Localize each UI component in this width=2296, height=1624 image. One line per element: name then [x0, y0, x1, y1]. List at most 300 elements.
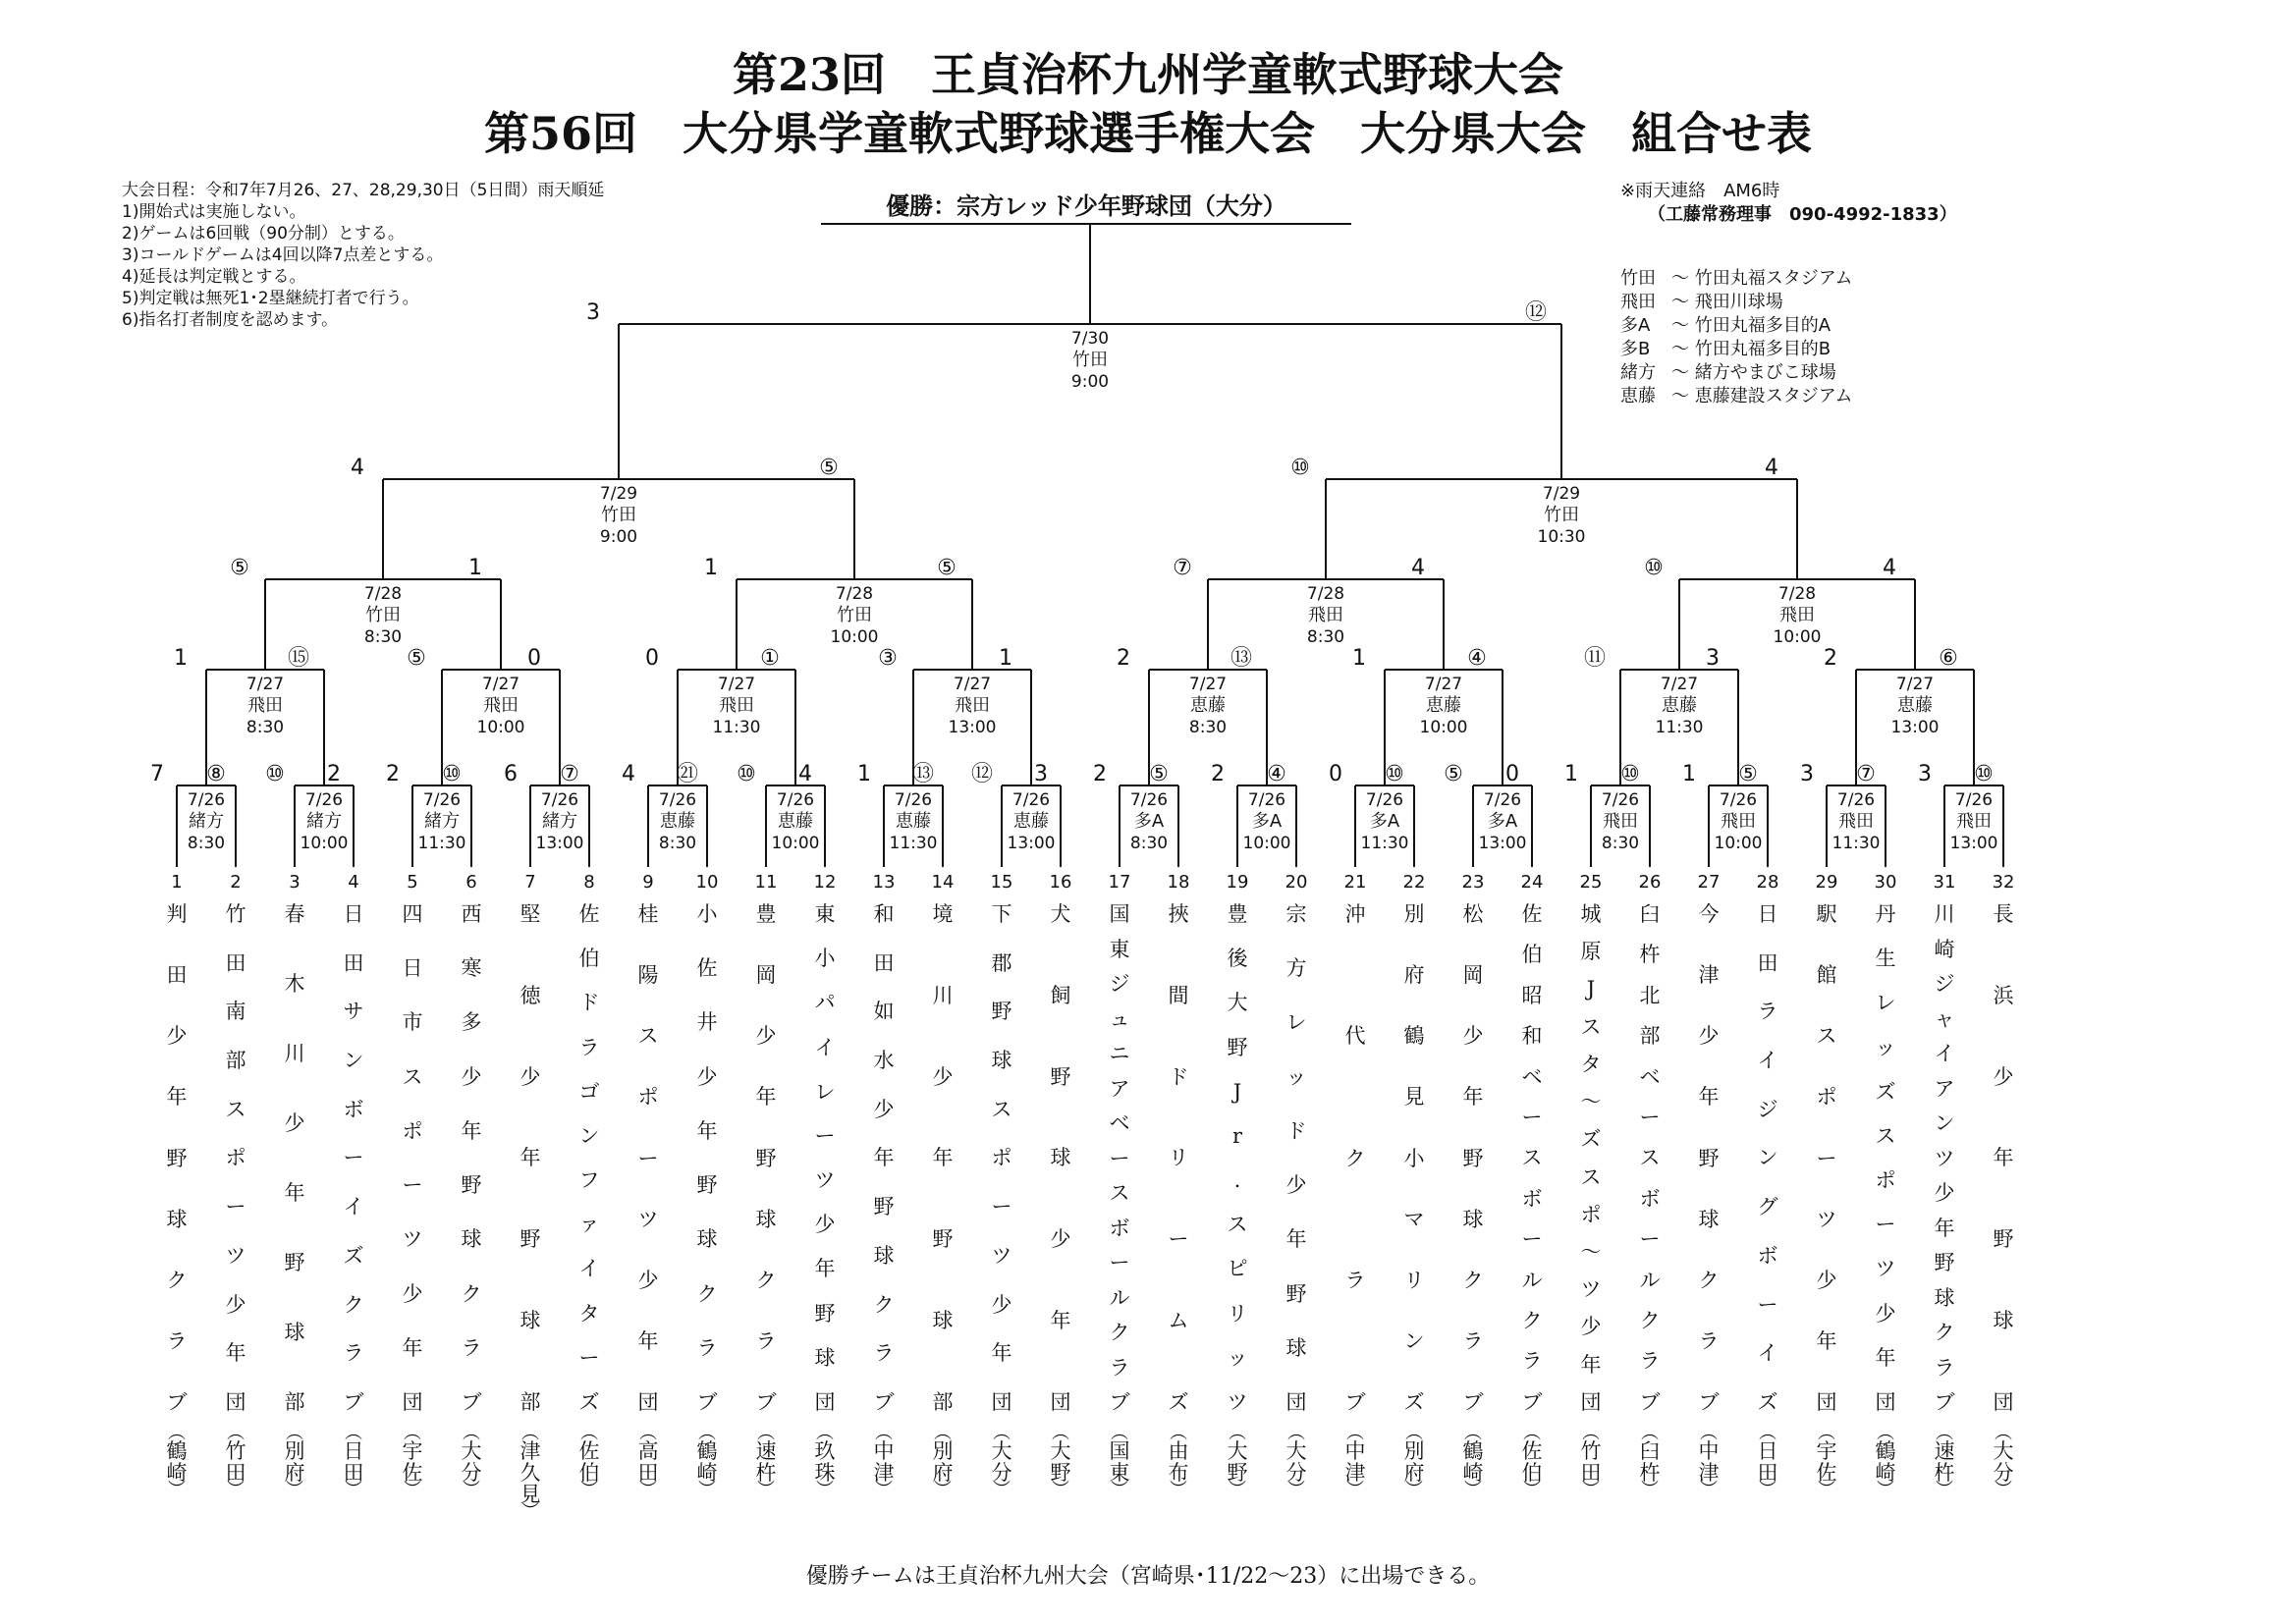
team-entry — [864, 902, 903, 1500]
team-number: 12 — [813, 872, 837, 893]
match-venue: 恵藤 — [1190, 695, 1226, 716]
team-number: 19 — [1226, 872, 1249, 893]
page-subtitle: 第56回 大分県学童軟式野球選手権大会 大分県大会 組合せ表 — [483, 107, 1812, 160]
team-city: ︵ 鶴 崎 ︶ — [166, 1423, 188, 1500]
left-score: ⑤ — [1444, 762, 1463, 786]
match-venue: 飛田 — [1956, 811, 1992, 832]
right-score: 0 — [527, 646, 541, 671]
venue-full: ～ 飛田川球場 — [1671, 292, 1783, 312]
team-entry — [1748, 902, 1787, 1500]
team-name: 挾 間 ド リ ー ム ズ — [1168, 902, 1189, 1414]
right-score: 4 — [1883, 556, 1896, 580]
match-time: 11:30 — [1831, 834, 1881, 853]
match-time: 8:30 — [363, 627, 403, 647]
match-time: 10:00 — [476, 718, 525, 737]
match-date: 7/26 — [1247, 790, 1286, 810]
match-venue: 飛田 — [955, 695, 990, 716]
right-score: 3 — [1706, 646, 1720, 671]
right-score: ⑬ — [911, 762, 935, 786]
match-date: 7/26 — [1011, 790, 1051, 810]
team-city: ︵ 宇 佐 ︶ — [402, 1423, 423, 1500]
left-score: 7 — [150, 762, 164, 786]
match-venue: 恵藤 — [1426, 695, 1461, 716]
team-name: 臼 杵 北 部 ベ ー ス ボ ー ル ク ラ ブ — [1639, 902, 1661, 1414]
team-entry — [1925, 902, 1964, 1500]
team-city: ︵ 臼 杵 ︶ — [1639, 1423, 1661, 1500]
left-score: 6 — [504, 762, 518, 786]
right-score: ⑧ — [206, 762, 226, 786]
team-city: ︵ 別 府 ︶ — [1403, 1423, 1425, 1500]
team-city: ︵ 大 分 ︶ — [991, 1423, 1012, 1500]
right-score: ⑩ — [1620, 762, 1640, 786]
right-score: 4 — [1411, 556, 1425, 580]
champion-label: 優勝：宗方レッド少年野球団（大分） — [886, 191, 1286, 220]
match-time: 10:00 — [1714, 834, 1763, 853]
match-venue: 飛田 — [719, 695, 754, 716]
match-date: 7/26 — [776, 790, 815, 810]
venue-abbr: 多B — [1620, 339, 1651, 359]
team-number: 7 — [524, 872, 536, 893]
right-score: ⑬ — [1230, 646, 1253, 671]
match-venue: 恵藤 — [1897, 695, 1933, 716]
team-city: ︵ 鶴 崎 ︶ — [696, 1423, 718, 1500]
right-score: 4 — [1765, 456, 1778, 480]
right-score: 1 — [999, 646, 1012, 671]
team-entry — [1866, 902, 1905, 1500]
team-name: 別 府 鶴 見 小 マ リ ン ズ — [1403, 902, 1425, 1414]
team-number: 3 — [289, 872, 301, 893]
right-score: ⑥ — [1939, 646, 1958, 671]
team-number: 15 — [990, 872, 1013, 893]
match-time: 13:00 — [1890, 718, 1940, 737]
match-time: 8:30 — [1188, 718, 1228, 737]
right-score: ⑤ — [1738, 762, 1758, 786]
left-score: ⑤ — [230, 556, 249, 580]
left-score: ⑩ — [1644, 556, 1664, 580]
match-time: 8:30 — [1306, 627, 1345, 647]
team-entry — [805, 902, 845, 1500]
match-time: 11:30 — [417, 834, 466, 853]
team-name: 丹 生 レ ッ ズ ス ポ ー ツ 少 年 団 — [1875, 902, 1896, 1414]
venue-full: ～ 恵藤建設スタジアム — [1671, 386, 1853, 406]
team-name: 西 寒 多 少 年 野 球 ク ラ ブ — [461, 902, 482, 1414]
team-name: 日 田 ラ イ ジ ン グ ボ ー イ ズ — [1757, 902, 1778, 1414]
match-time: 8:30 — [187, 834, 226, 853]
match-date: 7/27 — [1660, 675, 1699, 694]
team-city: ︵ 国 東 ︶ — [1109, 1423, 1130, 1500]
team-number: 17 — [1108, 872, 1131, 893]
page-title: 第23回 王貞治杯九州学童軟式野球大会 — [732, 48, 1563, 101]
left-score: 2 — [1824, 646, 1837, 671]
team-city: ︵ 中 津 ︶ — [1698, 1423, 1720, 1500]
team-city: ︵ 日 田 ︶ — [1757, 1423, 1778, 1500]
team-number: 26 — [1638, 872, 1662, 893]
team-name: 川 崎 ジ ャ イ ア ン ツ 少 年 野 球 ク ラ ブ — [1934, 902, 1955, 1414]
match-date: 7/29 — [1542, 484, 1581, 504]
team-city: ︵ 由 布 ︶ — [1168, 1423, 1189, 1500]
team-city: ︵ 玖 珠 ︶ — [814, 1423, 836, 1500]
match-date: 7/26 — [304, 790, 344, 810]
team-name: 豊 後 大 野 J r . ス ピ リ ッ ツ — [1227, 902, 1248, 1414]
right-score: 3 — [1034, 762, 1048, 786]
match-venue: 飛田 — [483, 695, 519, 716]
match-venue: 竹田 — [1072, 350, 1108, 370]
match-time: 13:00 — [1478, 834, 1527, 853]
match-venue: 恵藤 — [896, 811, 931, 832]
team-name: 四 日 市 ス ポ ー ツ 少 年 団 — [402, 902, 423, 1414]
match-venue: 多A — [1369, 811, 1400, 832]
match-time: 10:00 — [1419, 718, 1468, 737]
venue-abbr: 多A — [1620, 315, 1651, 336]
team-city: ︵ 鶴 崎 ︶ — [1462, 1423, 1484, 1500]
match-time: 11:30 — [1655, 718, 1704, 737]
team-entry — [1159, 902, 1198, 1500]
team-name: 駅 館 ス ポ ー ツ 少 年 団 — [1816, 902, 1837, 1414]
team-name: 城 原 J ス タ 〜 ズ ス ポ 〜 ツ 少 年 団 — [1580, 902, 1602, 1414]
left-score: 2 — [386, 762, 400, 786]
match-date: 7/27 — [246, 675, 285, 694]
team-number: 32 — [1992, 872, 2015, 893]
match-venue: 緒方 — [542, 811, 577, 832]
right-score: ④ — [1467, 646, 1487, 671]
team-entry — [687, 902, 727, 1500]
match-time: 8:30 — [246, 718, 285, 737]
right-score: 0 — [1505, 762, 1519, 786]
right-score: ⑮ — [287, 646, 310, 671]
left-score: ⑦ — [1173, 556, 1192, 580]
team-number: 6 — [465, 872, 477, 893]
team-number: 10 — [695, 872, 719, 893]
team-entry — [393, 902, 432, 1500]
right-score: ⑤ — [819, 456, 839, 480]
team-entry — [1689, 902, 1728, 1500]
match-venue: 恵藤 — [1013, 811, 1049, 832]
left-score: 2 — [1211, 762, 1225, 786]
team-city: ︵ 別 府 ︶ — [932, 1423, 954, 1500]
match-time: 13:00 — [535, 834, 584, 853]
team-entry — [1984, 902, 2023, 1500]
right-score: 2 — [327, 762, 341, 786]
team-city: ︵ 竹 田 ︶ — [225, 1423, 246, 1500]
match-venue: 飛田 — [247, 695, 283, 716]
team-city: ︵ 大 分 ︶ — [1285, 1423, 1307, 1500]
match-date: 7/28 — [835, 584, 874, 604]
match-time: 11:30 — [1360, 834, 1409, 853]
team-name: 東 小 パ イ レ ー ツ 少 年 野 球 団 — [814, 902, 836, 1414]
note-line: 3)コールドゲームは4回以降7点差とする。 — [122, 245, 444, 265]
right-score: ⑤ — [1149, 762, 1169, 786]
left-score: 1 — [1564, 762, 1578, 786]
match-venue: 恵藤 — [778, 811, 813, 832]
left-score: 4 — [351, 456, 364, 480]
team-name: 豊 岡 少 年 野 球 ク ラ ブ — [755, 902, 777, 1414]
match-venue: 飛田 — [1838, 811, 1874, 832]
match-date: 7/26 — [1836, 790, 1876, 810]
team-name: 竹 田 南 部 ス ポ ー ツ 少 年 団 — [225, 902, 246, 1414]
team-city: ︵ 速 杵 ︶ — [1934, 1423, 1955, 1500]
team-number: 13 — [872, 872, 896, 893]
match-date: 7/26 — [1365, 790, 1404, 810]
right-score: ⑩ — [442, 762, 462, 786]
venue-full: ～ 緒方やまびこ球場 — [1671, 362, 1836, 383]
team-number: 22 — [1402, 872, 1426, 893]
match-venue: 飛田 — [1603, 811, 1638, 832]
right-score: ⑩ — [1974, 762, 1994, 786]
match-time: 13:00 — [1007, 834, 1056, 853]
team-name: 小 佐 井 少 年 野 球 ク ラ ブ — [696, 902, 718, 1414]
team-entry — [334, 902, 373, 1500]
match-date: 7/27 — [1188, 675, 1228, 694]
team-number: 27 — [1697, 872, 1721, 893]
venue-full: ～ 竹田丸福多目的B — [1671, 339, 1831, 359]
footer-note: 優勝チームは王貞治杯九州大会（宮崎県･11/22～23）に出場できる。 — [805, 1564, 1491, 1589]
team-entry — [1218, 902, 1257, 1500]
team-number: 29 — [1815, 872, 1838, 893]
team-city: ︵ 竹 田 ︶ — [1580, 1423, 1602, 1500]
match-date: 7/27 — [1895, 675, 1935, 694]
match-venue: 緒方 — [424, 811, 460, 832]
match-time: 10:00 — [1773, 627, 1822, 647]
team-entry — [157, 902, 196, 1500]
venue-full: ～ 竹田丸福スタジアム — [1671, 268, 1853, 289]
team-city: ︵ 別 府 ︶ — [284, 1423, 305, 1500]
team-city: ︵ 大 分 ︶ — [461, 1423, 482, 1500]
match-venue: 多A — [1251, 811, 1283, 832]
team-number: 4 — [348, 872, 359, 893]
team-name: 和 田 如 水 少 年 野 球 ク ラ ブ — [873, 902, 895, 1414]
team-number: 25 — [1579, 872, 1603, 893]
team-number: 8 — [583, 872, 595, 893]
left-score: 2 — [1093, 762, 1107, 786]
team-name: 宗 方 レ ッ ド 少 年 野 球 団 — [1285, 902, 1307, 1414]
left-score: ⑫ — [970, 762, 994, 786]
match-time: 10:00 — [771, 834, 820, 853]
team-entry — [1630, 902, 1669, 1500]
team-entry — [1041, 902, 1080, 1500]
team-entry — [629, 902, 668, 1500]
match-time: 10:30 — [1537, 527, 1586, 547]
match-date: 7/26 — [1601, 790, 1640, 810]
team-number: 30 — [1874, 872, 1897, 893]
match-time: 11:30 — [889, 834, 938, 853]
match-time: 8:30 — [1129, 834, 1169, 853]
note-line: 4)延長は判定戦とする。 — [122, 267, 306, 287]
team-name: 国 東 ジ ュ ニ ア ベ ー ス ボ ー ル ク ラ ブ — [1109, 902, 1130, 1414]
match-date: 7/26 — [894, 790, 933, 810]
match-time: 13:00 — [1949, 834, 1998, 853]
left-score: 1 — [857, 762, 871, 786]
venue-abbr: 緒方 — [1620, 362, 1656, 383]
match-time: 10:00 — [830, 627, 879, 647]
right-score: ① — [760, 646, 780, 671]
team-name: 桂 陽 ス ポ ー ツ 少 年 団 — [637, 902, 659, 1414]
match-time: 10:00 — [1242, 834, 1291, 853]
right-score: ⑫ — [1524, 300, 1548, 325]
match-venue: 緒方 — [189, 811, 224, 832]
team-number: 5 — [407, 872, 418, 893]
right-score: ④ — [1267, 762, 1286, 786]
team-city: ︵ 大 分 ︶ — [1993, 1423, 2014, 1500]
venue-abbr: 竹田 — [1620, 268, 1656, 289]
match-date: 7/27 — [481, 675, 520, 694]
team-city: ︵ 佐 伯 ︶ — [578, 1423, 600, 1500]
match-venue: 竹田 — [365, 605, 401, 625]
team-name: 堅 徳 少 年 野 球 部 — [519, 902, 541, 1414]
team-number: 31 — [1933, 872, 1956, 893]
match-date: 7/26 — [1129, 790, 1169, 810]
note-line: 大会日程：令和7年7月26、27、28,29,30日（5日間）雨天順延 — [122, 181, 605, 200]
match-venue: 竹田 — [837, 605, 872, 625]
match-time: 9:00 — [599, 527, 638, 547]
team-entry — [982, 902, 1021, 1500]
team-city: ︵ 中 津 ︶ — [1344, 1423, 1366, 1500]
venue-abbr: 飛田 — [1620, 292, 1656, 312]
team-city: ︵ 宇 佐 ︶ — [1816, 1423, 1837, 1500]
match-venue: 飛田 — [1721, 811, 1756, 832]
match-date: 7/26 — [1719, 790, 1758, 810]
match-venue: 多A — [1487, 811, 1518, 832]
match-time: 11:30 — [712, 718, 761, 737]
team-city: ︵ 大 野 ︶ — [1050, 1423, 1071, 1500]
rain-contact-time: ※雨天連絡 AM6時 — [1620, 181, 1780, 201]
left-score: 2 — [1117, 646, 1130, 671]
team-entry — [1336, 902, 1375, 1500]
venue-full: ～ 竹田丸福多目的A — [1671, 315, 1831, 336]
team-city: ︵ 日 田 ︶ — [343, 1423, 364, 1500]
note-line: 1)開始式は実施しない。 — [122, 202, 306, 222]
match-date: 7/26 — [187, 790, 226, 810]
team-name: 犬 飼 野 球 少 年 団 — [1050, 902, 1071, 1414]
team-entry — [1512, 902, 1552, 1500]
match-date: 7/28 — [363, 584, 403, 604]
left-score: 3 — [1800, 762, 1814, 786]
rain-contact-person: （工藤常務理事 090-4992-1833） — [1648, 204, 1957, 225]
left-score: ⑪ — [1583, 646, 1607, 671]
left-score: 3 — [1918, 762, 1932, 786]
right-score: 1 — [468, 556, 482, 580]
right-score: 4 — [798, 762, 812, 786]
team-entry — [452, 902, 491, 1500]
team-entry — [1571, 902, 1611, 1500]
team-city: ︵ 速 杵 ︶ — [755, 1423, 777, 1500]
team-entry — [1100, 902, 1139, 1500]
team-entry — [1277, 902, 1316, 1500]
team-number: 23 — [1461, 872, 1485, 893]
match-date: 7/28 — [1777, 584, 1817, 604]
team-city: ︵ 高 田 ︶ — [637, 1423, 659, 1500]
left-score: 1 — [174, 646, 188, 671]
team-entry — [570, 902, 609, 1500]
team-entry — [1807, 902, 1846, 1500]
left-score: 1 — [1682, 762, 1696, 786]
team-entry — [1394, 902, 1434, 1500]
team-number: 1 — [171, 872, 183, 893]
right-score: ⑦ — [560, 762, 579, 786]
match-venue: 竹田 — [601, 505, 636, 525]
match-time: 8:30 — [658, 834, 697, 853]
left-score: ③ — [878, 646, 898, 671]
left-score: 0 — [645, 646, 659, 671]
match-date: 7/26 — [1483, 790, 1522, 810]
match-date: 7/28 — [1306, 584, 1345, 604]
team-name: 日 田 サ ン ボ ー イ ズ ク ラ ブ — [343, 902, 364, 1414]
note-line: 2)ゲームは6回戦（90分制）とする。 — [122, 224, 405, 244]
team-number: 16 — [1049, 872, 1072, 893]
left-score: 3 — [586, 300, 600, 325]
match-time: 13:00 — [948, 718, 997, 737]
left-score: 1 — [1352, 646, 1366, 671]
match-date: 7/26 — [422, 790, 462, 810]
right-score: ㉑ — [676, 762, 699, 786]
team-name: 松 岡 少 年 野 球 ク ラ ブ — [1462, 902, 1484, 1414]
team-number: 21 — [1343, 872, 1367, 893]
team-number: 28 — [1756, 872, 1779, 893]
team-name: 春 木 川 少 年 野 球 部 — [284, 902, 305, 1414]
venue-abbr: 恵藤 — [1620, 386, 1656, 406]
note-line: 6)指名打者制度を認めます。 — [122, 310, 339, 330]
team-entry — [275, 902, 314, 1500]
match-time: 8:30 — [1601, 834, 1640, 853]
team-entry — [216, 902, 255, 1500]
team-number: 9 — [642, 872, 654, 893]
match-date: 7/27 — [717, 675, 756, 694]
match-time: 9:00 — [1070, 372, 1110, 392]
match-date: 7/30 — [1070, 329, 1110, 349]
match-venue: 緒方 — [306, 811, 342, 832]
team-name: 佐 伯 昭 和 ベ ー ス ボ ー ル ク ラ ブ — [1521, 902, 1543, 1414]
team-city: ︵ 鶴 崎 ︶ — [1875, 1423, 1896, 1500]
right-score: ⑩ — [1385, 762, 1404, 786]
team-name: 今 津 少 年 野 球 ク ラ ブ — [1698, 902, 1720, 1414]
team-name: 境 川 少 年 野 球 部 — [932, 902, 954, 1414]
match-date: 7/27 — [1424, 675, 1463, 694]
team-entry — [511, 902, 550, 1522]
left-score: 0 — [1329, 762, 1342, 786]
match-venue: 飛田 — [1779, 605, 1815, 625]
team-entry — [1453, 902, 1493, 1500]
match-date: 7/26 — [658, 790, 697, 810]
left-score: 1 — [704, 556, 718, 580]
match-date: 7/27 — [953, 675, 992, 694]
left-score: ⑤ — [407, 646, 426, 671]
team-number: 18 — [1167, 872, 1190, 893]
match-venue: 竹田 — [1544, 505, 1579, 525]
match-venue: 恵藤 — [1662, 695, 1697, 716]
team-city: ︵ 佐 伯 ︶ — [1521, 1423, 1543, 1500]
team-entry — [923, 902, 962, 1500]
note-line: 5)判定戦は無死1･2塁継続打者で行う。 — [122, 289, 419, 308]
match-date: 7/26 — [540, 790, 579, 810]
left-score: 4 — [622, 762, 635, 786]
match-venue: 恵藤 — [660, 811, 695, 832]
team-number: 20 — [1285, 872, 1308, 893]
match-venue: 多A — [1133, 811, 1165, 832]
team-number: 14 — [931, 872, 955, 893]
team-number: 24 — [1520, 872, 1544, 893]
team-number: 11 — [754, 872, 778, 893]
match-time: 10:00 — [300, 834, 349, 853]
team-city: ︵ 中 津 ︶ — [873, 1423, 895, 1500]
team-name: 沖 代 ク ラ ブ — [1344, 902, 1366, 1414]
match-venue: 飛田 — [1308, 605, 1343, 625]
left-score: ⑩ — [1290, 456, 1310, 480]
left-score: ⑩ — [737, 762, 756, 786]
team-name: 佐 伯 ド ラ ゴ ン フ ァ イ タ ー ズ — [578, 902, 600, 1414]
team-number: 2 — [230, 872, 242, 893]
team-name: 長 浜 少 年 野 球 団 — [1993, 902, 2014, 1414]
team-name: 下 郡 野 球 ス ポ ー ツ 少 年 団 — [991, 902, 1012, 1414]
team-name: 判 田 少 年 野 球 ク ラ ブ — [166, 902, 188, 1414]
